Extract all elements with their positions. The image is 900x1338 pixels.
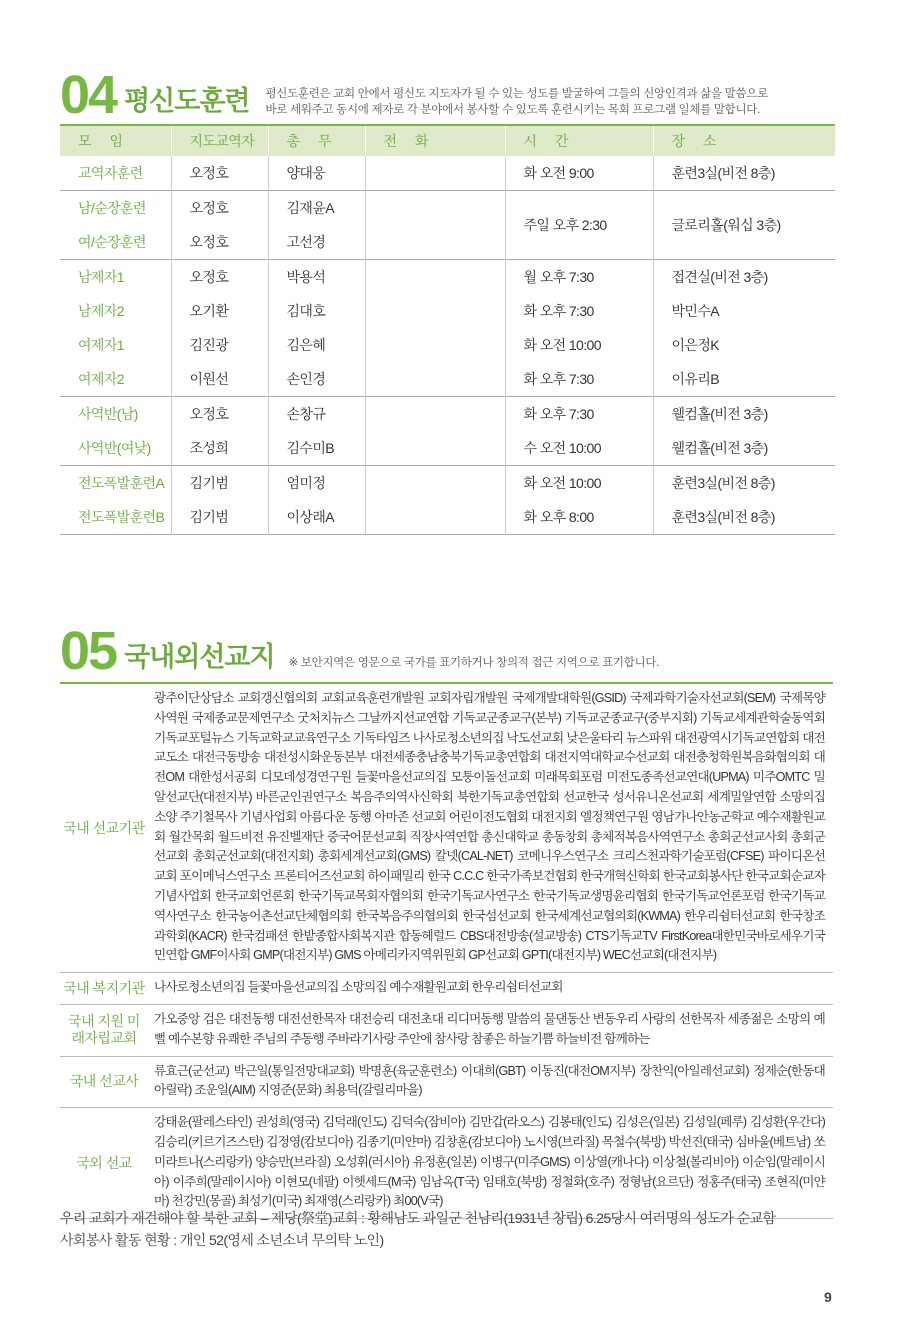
table-row: 여/순장훈련 오정호 고선경 bbox=[60, 225, 835, 260]
table-row: 여제자1 김진광 김은혜 화 오전 10:00 이은정K bbox=[60, 328, 835, 362]
section-title: 국내외선교지 bbox=[124, 642, 275, 672]
col-header-time: 시간 bbox=[505, 125, 653, 156]
mission-label: 국내 선교기관 bbox=[63, 819, 145, 836]
mission-row bbox=[60, 683, 833, 973]
section-note: ※ 보안지역은 영문으로 국가를 표기하거나 창의적 접근 지역으로 표기합니다. bbox=[288, 657, 660, 669]
col-header-leader: 지도교역자 bbox=[171, 125, 268, 156]
table-row: 사역반(여낮) 조성희 김수미B 수 오전 10:00 웰컴홀(비전 3층) bbox=[60, 431, 835, 466]
section-number: 04 bbox=[60, 65, 117, 125]
table-row: 여제자2 이원선 손인경 화 오후 7:30 이유리B bbox=[60, 362, 835, 397]
footer-notes bbox=[60, 1207, 775, 1251]
north-korea-church-note: 우리 교회가 재건해야 할 북한 교회 – 제당(祭堂)교회 : 황해남도 과일군 천남리(1931년 창립) 6.25당시 여러명의 성도가 순교함 bbox=[60, 1210, 776, 1226]
mission-row bbox=[60, 973, 833, 1005]
col-header-phone: 전화 bbox=[365, 125, 505, 156]
section-number: 05 bbox=[60, 621, 117, 681]
mission-table bbox=[60, 682, 833, 1219]
social-service-note: 사회봉사 활동 현황 : 개인 52(영세 소년소녀 무의탁 노인) bbox=[60, 1232, 384, 1248]
mission-row bbox=[60, 1056, 833, 1108]
table-row: 전도폭발훈련B 김기범 이상래A 화 오후 8:00 훈련3실(비전 8층) bbox=[60, 500, 835, 535]
mission-text: 가오중앙 검은 대전동행 대전선한목자 대전승리 대전초대 리디머동행 말씀의 물댄동산 변동우리 사랑의 선한목자 세종젊은 소망의 예뻘 예수본향 유쾌한 주님의 주동행 주바라기사랑 주안에 참사랑 참좋은 하늘기쁨 하늘비전 함께하는 bbox=[154, 1011, 825, 1046]
section-title: 평신도훈련 bbox=[124, 86, 250, 116]
section-04-header bbox=[60, 65, 768, 125]
mission-text: 광주이단상담소 교회갱신협의회 교회교육훈련개발원 교회자립개발원 국제개발대학원(GSID) 국제과학기술자선교회(SEM) 국제목양사역원 국제종교문제연구소 굿처치뉴스 그날까지선교연합 기독교군종교구(본부) 기독교군종교구(중부지회) 기독교세계관학술동역회 기독교포털뉴스 기독교학교교육연구소 기독타임즈 나사로청소년의집 낙도선교회 낮은울타리 뉴스파워 대전광역시기독교연합회 대전교도소 대전극동방송 대전성시화운동본부 대전세종충남충북기독교총연합회 대전지역대학교수선교회 대전충청학원복음화협의회 대전OM 대한성서공회 디모데성경연구원 들꽃마을선교의집 모퉁이돌선교회 미래목회포럼 미전도종족선교연대(UPMA) 미주OMTC 밀알선교단(대전지부) 바른군인권연구소 복음주의역사신학회 북한기독교총연합회 선교한국 성서유니온선교회 세계밀알연합 소망의집 소양 주기철목사 기념사업회 아름다운 동행 아마존 선교회 어린이전도협회 대전지회 엘정책연구원 영남가나안농군학교 예수재활원교회 월간목회 월드비전 유진벨재단 중국어문선교회 직장사역연합 총신대학교 총동창회 총체적복음사역연구소 총회군선교사회 총회군선교회 총회군선교회(대전지회) 총회세계선교회(GMS) 칼넷(CAL-NET) 코메니우스연구소 크리스천과학기술포럼(CFSE) 파이디온선교회 포이메닉스연구소 프론티어즈선교회 하이패밀리 한국 C.C.C 한국가족보건협회 한국개혁신학회 한국교회봉사단 한국교회순교자기념사업회 한국교회언론회 한국기독교목회자협의회 한국기독교사연구소 한국기독교생명윤리협회 한국기독교언론포럼 한국기독교역사연구소 한국농어촌선교단체협의회 한국복음주의협의회 한국섬선교회 한국세계선교협의회(KWMA) 한우리쉼터선교회 한국창조과학회(KACR) 한국컴패션 한밭종합사회복지관 합동헤럴드 CBS대전방송(설교방송) CTS기독교TV FirstKorea대한민국바로세우기국민연합 GMF이사회 GMP(대전지부) GMS 아메리카지역위원회 GP선교회 GPTI(대전지부) WEC선교회(대전지부) bbox=[154, 691, 825, 963]
training-table bbox=[60, 124, 835, 535]
table-row: 남/순장훈련 오정호 김재윤A 주일 오후 2:30 글로리홀(워십 3층) bbox=[60, 191, 835, 226]
col-header-meeting: 모임 bbox=[60, 125, 171, 156]
mission-text: 강태윤(팔레스타인) 권성희(영국) 김덕래(인도) 김덕숙(잠비아) 김만갑(라오스) 김봉태(인도) 김성은(일본) 김성일(페루) 김성환(우간다) 김승리(키르기즈스탄) 김정영(캄보디아) 김종기(미얀마) 김창훈(캄보디아) 노시영(브라질) 목철수(북방) 박선진(태국) 심바울(베트남) 쏘미라트나(스리랑카) 양승만(브라질) 오성휘(러시아) 유정훈(일본) 이병구(미주GMS) 이상열(캐나다) 이상철(볼리비아) 이순임(말레이시아) 이주희(말레이시아) 이현모(네팔) 이헷세드(M국) 임남옥(T국) 임태호(북방) 정철화(호주) 정형남(요르단) 정홍주(태국) 조현직(미얀마) 천강민(몽골) 최성기(미국) 최재영(스리랑카) 최00(V국) bbox=[154, 1115, 825, 1209]
col-header-manager: 총무 bbox=[268, 125, 365, 156]
mission-label: 국내 복지기관 bbox=[63, 980, 145, 997]
mission-text: 나사로청소년의집 들꽃마을선교의집 소망의집 예수재활원교회 한우리쉼터선교회 bbox=[154, 980, 563, 995]
mission-row bbox=[60, 1004, 833, 1056]
page-number: 9 bbox=[824, 1289, 832, 1305]
col-header-place: 장소 bbox=[653, 125, 835, 156]
table-row: 남제자2 오기환 김대호 화 오후 7:30 박민수A bbox=[60, 294, 835, 328]
table-row: 교역자훈련 오정호 양대웅 화 오전 9:00 훈련3실(비전 8층) bbox=[60, 156, 835, 191]
table-row: 전도폭발훈련A 김기범 엄미정 화 오전 10:00 훈련3실(비전 8층) bbox=[60, 466, 835, 501]
mission-label: 국내 지원 미래자립교회 bbox=[68, 1013, 140, 1047]
table-row: 남제자1 오정호 박용석 월 오후 7:30 접견실(비전 3층) bbox=[60, 260, 835, 295]
mission-text: 류효근(군선교) 박근일(통일전망대교회) 박명훈(육군훈련소) 이대희(GBT) 이동진(대전OM지부) 장찬익(아일레선교회) 정제순(한동대 아릴락) 조운일(AIM) 지영준(문화) 최용덕(갈릴리마을) bbox=[154, 1063, 825, 1098]
section-05-header bbox=[60, 621, 660, 681]
section-description: 평신도훈련은 교회 안에서 평신도 지도자가 될 수 있는 성도를 발굴하여 그들의 신앙인격과 삶을 말씀으로 바로 세워주고 동시에 제자로 각 분야에서 봉사할 수 있도록 훈련시키는 목회 프로그램 일체를 말합니다. bbox=[265, 88, 768, 116]
table-header-row bbox=[60, 125, 835, 156]
mission-label: 국내 선교사 bbox=[69, 1073, 139, 1090]
mission-label: 국외 선교 bbox=[76, 1154, 132, 1171]
mission-row bbox=[60, 1108, 833, 1219]
table-row: 사역반(남) 오정호 손창규 화 오후 7:30 웰컴홀(비전 3층) bbox=[60, 397, 835, 432]
